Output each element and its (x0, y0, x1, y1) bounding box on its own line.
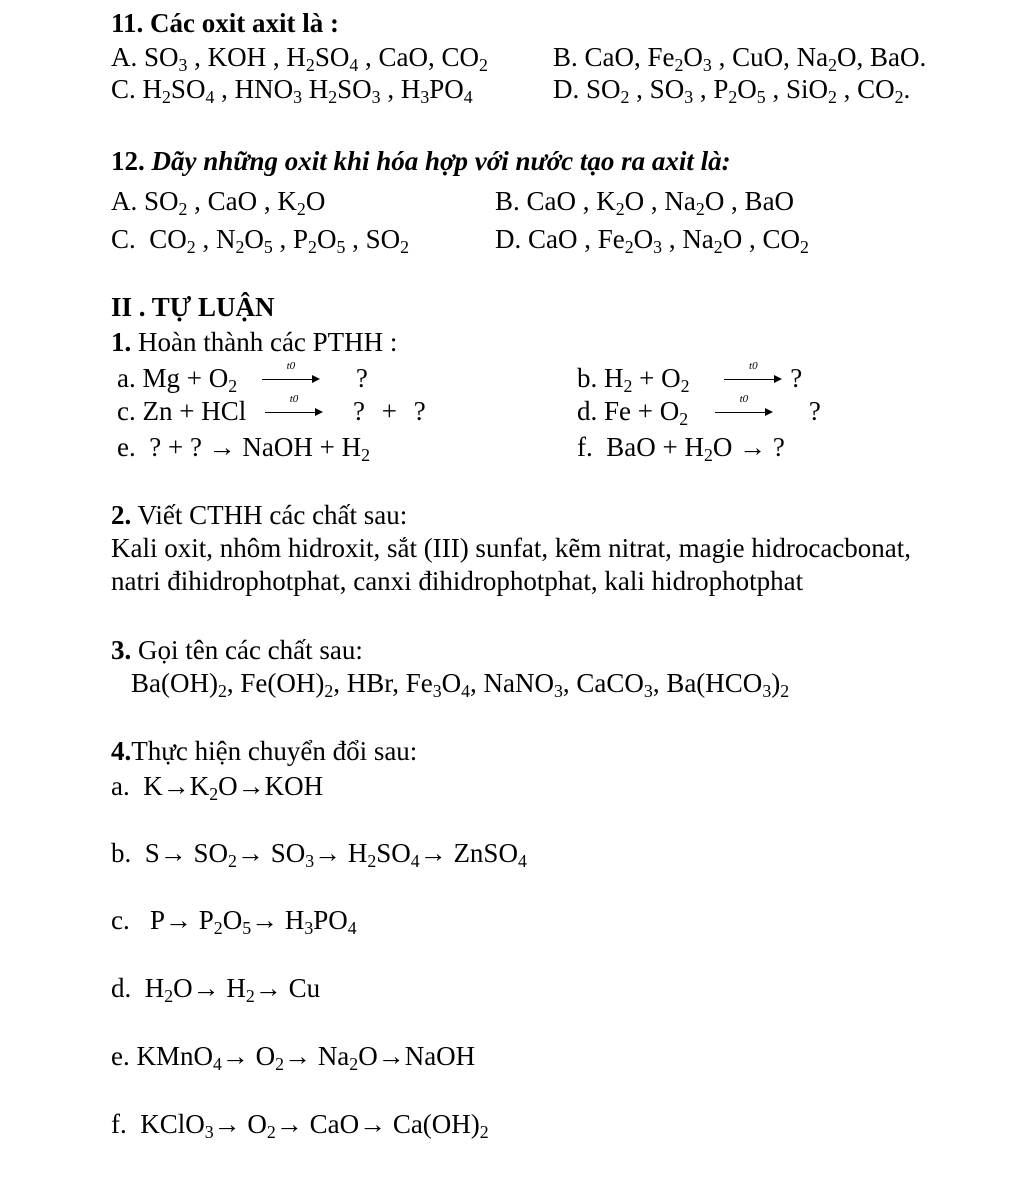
subscript: 3 (178, 54, 188, 75)
chain-text: KClO$_3$→ $O_2\to CaO\to Ca(OH)_2$ (140, 1109, 489, 1142)
q11-title-text: Các oxit axit là : (143, 8, 339, 38)
p3-title-text: Gọi tên các chất sau: (131, 635, 363, 665)
subscript: 2 (275, 1053, 285, 1074)
subscript: 2 (186, 236, 196, 257)
q12-option-a (111, 186, 326, 219)
p3-number: 3. (111, 635, 132, 665)
subscript: 2 (799, 236, 809, 257)
subscript: 2 (400, 236, 410, 257)
subscript: 2 (349, 1053, 359, 1074)
subscript: 2 (266, 1121, 276, 1142)
q12-option-d (495, 224, 809, 257)
chain-label: b. (111, 838, 132, 868)
subscript: 4 (517, 850, 527, 871)
chain-text: $P\to P_2O_5\to H_3PO_4$ (149, 905, 357, 938)
chain-text: KMnO$_4$→ $O_2\to$ $Na_2O\to NaOH$ (136, 1041, 476, 1074)
subscript: 3 (420, 86, 430, 107)
subscript: 2 (828, 54, 837, 75)
option-label: D. (553, 74, 580, 104)
q12-number: 12. (111, 146, 145, 176)
p4-title (111, 738, 417, 765)
p2-title (111, 502, 407, 529)
section-heading: II . TỰ LUẬN (111, 292, 275, 322)
subscript: 3 (304, 917, 314, 938)
eq-lhs: Zn + HCl (142, 396, 247, 426)
arrow-condition: t0 (749, 360, 758, 372)
subscript: 3 (305, 850, 315, 871)
p4-chain-a (111, 771, 324, 804)
subscript: 3 (554, 680, 563, 701)
subscript: 2 (235, 236, 245, 257)
chain-label: a. (111, 771, 130, 801)
subscript: 3 (293, 86, 302, 107)
q11-option-c-text: $H_2SO_4$ , $HNO_3$ $H_2SO_3$ , $H_3PO_4$ (142, 74, 473, 107)
subscript: 3 (684, 86, 694, 107)
subscript: 2 (324, 680, 334, 701)
option-label: D. (495, 224, 522, 254)
option-label: A. (111, 186, 138, 216)
eq-lhs: $H_2 + O_2$ (604, 363, 690, 396)
subscript: 2 (245, 985, 255, 1006)
subscript: 2 (620, 86, 630, 107)
subscript: 3 (762, 680, 772, 701)
p1-eq-b (577, 360, 803, 396)
eq-label: e. (117, 432, 136, 462)
subscript: 4 (205, 86, 215, 107)
p4-chain-d (111, 973, 321, 1006)
subscript: 3 (643, 680, 653, 701)
subscript: 2 (305, 54, 315, 75)
eq-rhs: ? (808, 396, 821, 426)
subscript: 2 (217, 680, 227, 701)
chain-text: $S\to SO_2\to SO_3\to H_2SO_4\to$ ZnSO$_4$ (144, 838, 527, 871)
arrow-condition: t0 (739, 393, 749, 405)
option-label: B. (495, 186, 520, 216)
q12-option-d-text: CaO , $Fe_2O_3$ , $Na_2O$ , $CO_2$ (528, 224, 809, 257)
p4-number: 4. (111, 736, 132, 766)
subscript: 4 (410, 850, 420, 871)
chain-text: $K\to K_2O\to KOH$ (143, 771, 324, 804)
p4-chain-e (111, 1041, 476, 1074)
subscript: 2 (615, 198, 625, 219)
subscript: 2 (624, 236, 634, 257)
subscript: 2 (703, 444, 713, 465)
q11-number: 11. (111, 8, 144, 38)
q12-title-text: Dãy những oxit khi hóa hợp với nước tạo ra axit là: (144, 146, 731, 176)
subscript: 2 (679, 408, 689, 429)
subscript: 2 (367, 850, 377, 871)
subscript: 3 (371, 86, 381, 107)
subscript: 2 (178, 198, 188, 219)
subscript: 3 (702, 54, 712, 75)
reaction-arrow (715, 393, 773, 425)
subscript: 5 (263, 236, 273, 257)
q11-option-d (553, 74, 911, 107)
p4-chain-c (111, 905, 357, 938)
eq-rhs: ? (790, 363, 803, 393)
subscript: 2 (209, 783, 219, 804)
subscript: 2 (894, 86, 904, 107)
subscript: 4 (461, 680, 471, 701)
q12-option-c (111, 224, 410, 257)
subscript: 2 (780, 680, 790, 701)
subscript: 3 (432, 680, 442, 701)
q11-title (111, 10, 339, 37)
subscript: 2 (164, 985, 174, 1006)
eq-lhs: $Fe + O_2$ (604, 396, 689, 429)
subscript: 2 (827, 86, 837, 107)
q11-option-b (553, 42, 927, 75)
p4-title-text: Thực hiện chuyển đổi sau: (131, 736, 418, 766)
chain-label: d. (111, 973, 132, 1003)
arrow-condition: t0 (289, 393, 299, 405)
p3-formulas (131, 668, 790, 701)
chain-label: f. (111, 1109, 127, 1139)
eq-lhs: $Mg + O_2$ (142, 363, 238, 396)
subscript: 4 (463, 86, 473, 107)
reaction-arrow (265, 393, 323, 425)
p1-eq-a (117, 360, 368, 396)
q11-option-d-text: $SO_2$ , $SO_3$ , $P_2O_5$ , SiO$_2$ , $CO_2$. (586, 74, 911, 107)
q12-option-b (495, 186, 795, 219)
eq-text: ? + ? → NaOH + $H_2$ (149, 432, 371, 465)
subscript: 2 (695, 198, 705, 219)
p1-title-text: Hoàn thành các PTHH : (131, 327, 398, 357)
subscript: 5 (336, 236, 346, 257)
chain-label: c. (111, 905, 130, 935)
p1-eq-f (577, 432, 785, 465)
p1-eq-c (117, 393, 426, 426)
p2-line-2: natri đihidrophotphat, canxi đihidrophotphat, kali hidrophotphat (111, 566, 804, 596)
eq-label: b. (577, 363, 598, 393)
eq-label: d. (577, 396, 598, 426)
subscript: 2 (623, 375, 633, 396)
subscript: 2 (228, 375, 238, 396)
q11-option-a (111, 42, 488, 75)
subscript: 2 (296, 198, 306, 219)
subscript: 2 (162, 86, 171, 107)
q11-option-a-text: $SO_3$ , KOH , $H_2SO_4$ , CaO, $CO_2$ (144, 42, 488, 75)
eq-label: f. (577, 432, 593, 462)
p1-title (111, 329, 397, 356)
p1-number: 1. (111, 327, 132, 357)
option-label: C. (111, 224, 136, 254)
option-label: C. (111, 74, 136, 104)
p1-eq-d (577, 393, 821, 429)
eq-label: c. (117, 396, 136, 426)
subscript: 3 (204, 1121, 214, 1142)
p2-line-1: Kali oxit, nhôm hidroxit, sắt (III) sunfat, kẽm nitrat, magie hidrocacbonat, (111, 533, 912, 563)
chain-label: e. (111, 1041, 130, 1071)
p2-number: 2. (111, 500, 132, 530)
reaction-arrow (724, 360, 782, 392)
subscript: 3 (653, 236, 663, 257)
eq-rhs: ? (355, 363, 368, 393)
subscript: 4 (213, 1053, 222, 1074)
subscript: 2 (728, 86, 738, 107)
chain-text: $H_2O\to H_2\to Cu$ (144, 973, 321, 1006)
eq-text: BaO + $H_2O$ → ? (606, 432, 785, 465)
q11-option-c (111, 74, 473, 107)
subscript: 5 (756, 86, 766, 107)
eq-rhs: ? + ? (352, 396, 426, 426)
subscript: 4 (347, 917, 357, 938)
arrow-condition: t0 (286, 360, 296, 372)
subscript: 2 (228, 850, 237, 871)
reaction-arrow (262, 360, 320, 392)
subscript: 4 (349, 54, 359, 75)
option-label: B. (553, 42, 578, 72)
subscript: 2 (674, 54, 684, 75)
subscript: 2 (713, 236, 723, 257)
eq-label: a. (117, 363, 136, 393)
q12-option-a-text: $SO_2$ , CaO , $K_2O$ (144, 186, 326, 219)
option-label: A. (111, 42, 138, 72)
subscript: 2 (328, 86, 338, 107)
p3-formula-list: $Ba(OH)_2$, $Fe(OH)_2$, HBr, $Fe_3O_4$, NaNO$_3$, CaCO$_3$, $Ba(HCO_3)_2$ (131, 668, 790, 701)
subscript: 2 (479, 54, 488, 75)
q12-option-b-text: CaO , $K_2O$ , $Na_2O$ , BaO (526, 186, 795, 219)
q11-option-b-text: CaO, $Fe_2O_3$ , CuO, $Na_2O$, BaO. (584, 42, 927, 75)
subscript: 5 (242, 917, 252, 938)
p1-eq-e (117, 432, 371, 465)
q12-option-c-text: $CO_2$ , $N_2O_5$ , $P_2O_5$ , $SO_2$ (149, 224, 410, 257)
subscript: 2 (213, 917, 223, 938)
p3-title (111, 637, 363, 664)
subscript: 2 (479, 1121, 489, 1142)
subscript: 2 (308, 236, 317, 257)
p4-chain-f (111, 1109, 489, 1142)
q12-title (111, 148, 731, 175)
subscript: 2 (680, 375, 690, 396)
p4-chain-b (111, 838, 527, 871)
subscript: 2 (361, 444, 371, 465)
p2-title-text: Viết CTHH các chất sau: (131, 500, 408, 530)
